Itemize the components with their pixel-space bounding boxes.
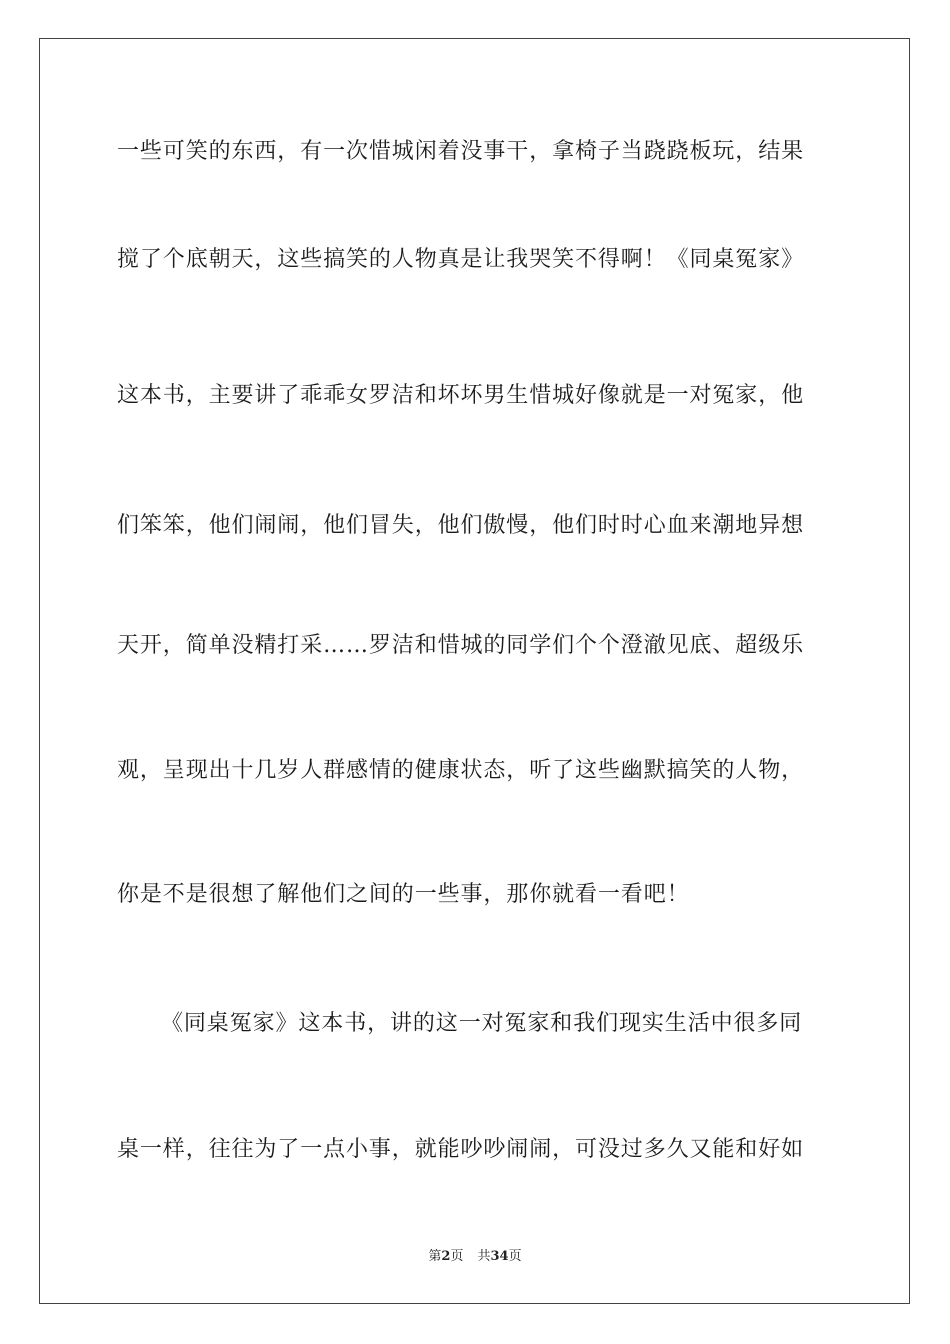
body-text-line-7: 你是不是很想了解他们之间的一些事，那你就看一看吧！ bbox=[117, 882, 690, 907]
page-frame bbox=[39, 38, 910, 1304]
page-footer bbox=[0, 1248, 950, 1266]
page-number: 2 bbox=[441, 1249, 451, 1264]
page-suffix: 页 bbox=[450, 1249, 464, 1264]
body-text-line-8: 《同桌冤家》这本书，讲的这一对冤家和我们现实生活中很多同 bbox=[161, 1011, 803, 1036]
body-text-line-6: 观，呈现出十几岁人群感情的健康状态，听了这些幽默搞笑的人物， bbox=[117, 758, 805, 783]
body-text-line-9: 桌一样，往往为了一点小事，就能吵吵闹闹，可没过多久又能和好如 bbox=[117, 1137, 805, 1162]
body-text-line-3: 这本书，主要讲了乖乖女罗洁和坏坏男生惜城好像就是一对冤家，他 bbox=[117, 383, 805, 408]
total-suffix: 页 bbox=[508, 1249, 522, 1264]
body-text-line-5: 天开，简单没精打采……罗洁和惜城的同学们个个澄澈见底、超级乐 bbox=[117, 633, 805, 658]
page-prefix: 第 bbox=[428, 1249, 442, 1264]
body-text-line-2: 搅了个底朝天，这些搞笑的人物真是让我哭笑不得啊！《同桌冤家》 bbox=[117, 247, 805, 272]
body-text-line-4: 们笨笨，他们闹闹，他们冒失，他们傲慢，他们时时心血来潮地异想 bbox=[117, 513, 805, 538]
body-text-line-1: 一些可笑的东西，有一次惜城闲着没事干，拿椅子当跷跷板玩，结果 bbox=[117, 139, 805, 164]
total-prefix: 共 bbox=[477, 1249, 491, 1264]
total-pages: 34 bbox=[490, 1249, 509, 1264]
